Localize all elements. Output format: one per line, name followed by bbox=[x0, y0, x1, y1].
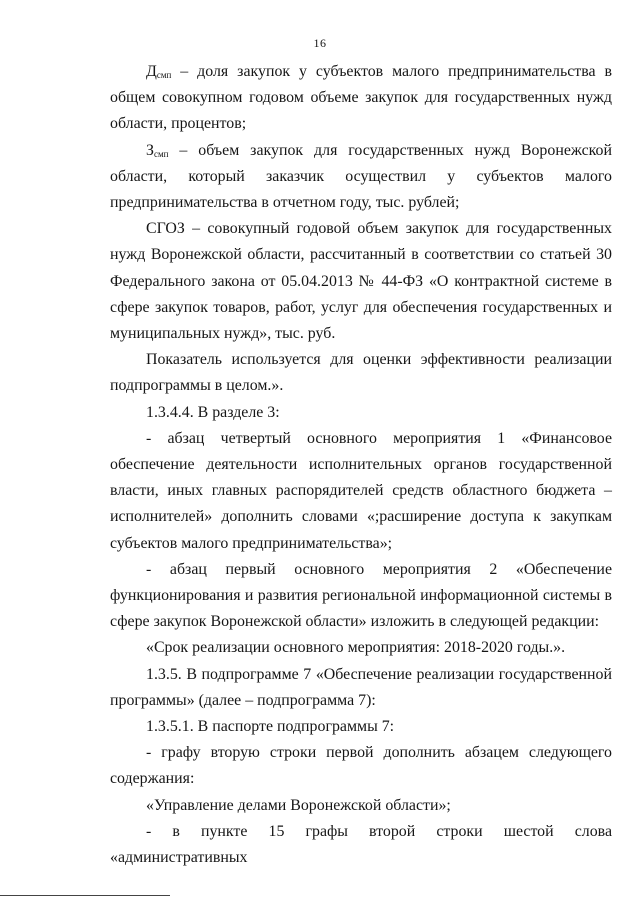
symbol-letter: Д bbox=[146, 63, 157, 80]
paragraph-section-1-3-5: 1.3.5. В подпрограмме 7 «Обеспечение реализации государственной программы» (далее – подпрограмма 7): bbox=[110, 665, 612, 709]
paragraph-dsmp-definition bbox=[110, 59, 612, 138]
paragraph-measure-term: «Срок реализации основного мероприятия: 2018-2020 годы.». bbox=[146, 639, 566, 657]
paragraph-section-1-3-4-4: 1.3.4.4. В разделе 3: bbox=[146, 403, 280, 421]
paragraph-measure-2-amendment: - абзац первый основного мероприятия 2 «Обеспечение функционирования и развития региональной информационной системы в сфере закупок Воронежской области» изложить в следующей редакции: bbox=[110, 560, 612, 631]
paragraph-section-1-3-5-1: 1.3.5.1. В паспорте подпрограммы 7: bbox=[146, 718, 395, 736]
document-body bbox=[110, 59, 612, 871]
paragraph-column-amendment: - графу вторую строки первой дополнить абзацем следующего содержания: bbox=[110, 744, 612, 788]
paragraph-text: – объем закупок для государственных нужд Воронежской области, который заказчик осуществил у субъектов малого предпринимательства в отчетном году, тыс. рублей; bbox=[110, 141, 612, 212]
paragraph-department-name: «Управление делами Воронежской области»; bbox=[146, 796, 451, 814]
paragraph-measure-1-amendment: - абзац четвертый основного мероприятия 1 «Финансовое обеспечение деятельности исполнительных органов государственной власти, иных главных распорядителей средств областного бюджета – исполнителей» дополнить словами «;расширение доступа к закупкам субъектов малого предпринимательства»; bbox=[110, 429, 612, 552]
paragraph-text: – доля закупок у субъектов малого предпринимательства в общем совокупном годовом объеме закупок для государственных нужд области, процентов; bbox=[110, 63, 612, 133]
paragraph-item-15-amendment: - в пункте 15 графы второй строки шестой слова «административных bbox=[110, 822, 612, 867]
page-number: 16 bbox=[313, 36, 327, 50]
symbol-letter: З bbox=[146, 141, 154, 159]
symbol-subscript: смп bbox=[153, 148, 169, 159]
footnote-divider bbox=[0, 895, 170, 896]
paragraph-zsmp-definition bbox=[110, 138, 612, 217]
symbol-subscript: смп bbox=[156, 70, 172, 80]
paragraph-indicator-usage: Показатель используется для оценки эффективности реализации подпрограммы в целом.». bbox=[110, 351, 612, 395]
paragraph-sgoz-definition: СГОЗ – совокупный годовой объем закупок для государственных нужд Воронежской области, рассчитанный в соответствии со статьей 30 Федерального закона от 05.04.2013 № 44-ФЗ «О контрактной системе в сфере закупок товаров, работ, услуг для обеспечения государственных и муниципальных нужд», тыс. руб. bbox=[110, 220, 612, 343]
